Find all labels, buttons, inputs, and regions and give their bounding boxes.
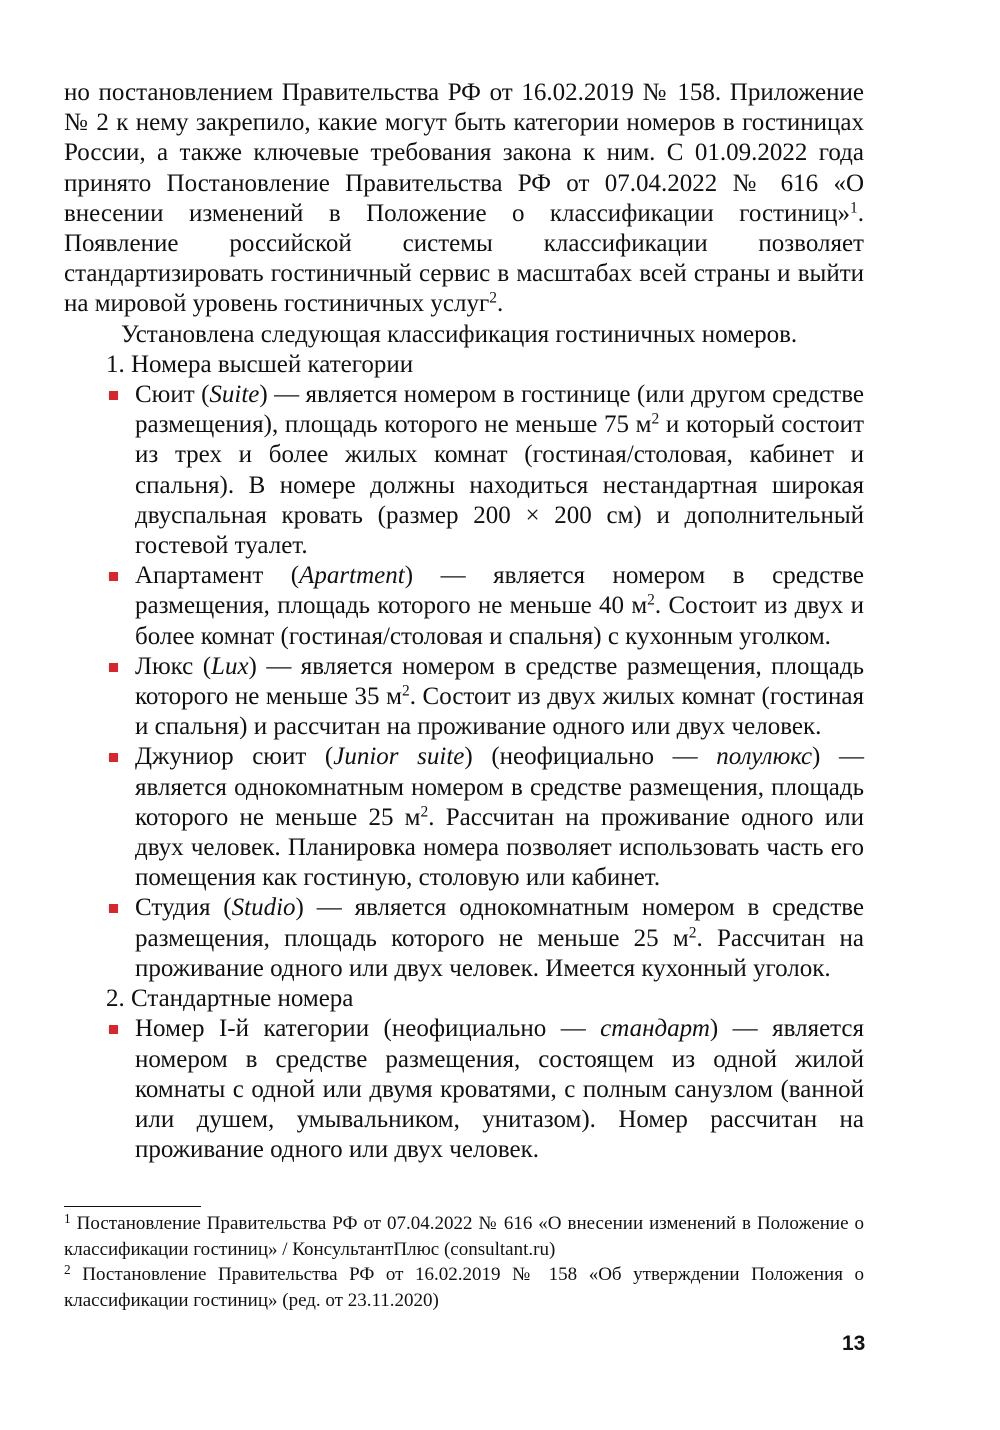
bullet-square-icon <box>109 753 118 762</box>
section-2-heading: 2. Стандартные номера <box>106 985 354 1013</box>
footnote-2 <box>64 1262 864 1313</box>
list-item-apartment <box>64 561 864 652</box>
section-1-heading: 1. Номера высшей категории <box>106 350 414 378</box>
item-sup: 2 <box>651 410 660 428</box>
item-term: Junior suite <box>333 743 465 771</box>
item-text-b: . Состоит из двух и более комнат (гостиная/столовая и спальня) с кухонным уголком. <box>135 592 864 650</box>
footnote-number: 2 <box>64 1262 71 1278</box>
footnote-number: 1 <box>64 1211 71 1227</box>
item-text-b: . Состоит из двух жилых комнат (гостиная и спальня) и рассчитан на проживание одного или двух человек. <box>135 683 864 741</box>
item-name: Номер I-й категории (неофициально — <box>135 1015 601 1043</box>
footnote-ref-1: 1 <box>850 199 858 217</box>
item-text-mid: ) (неофициально — <box>464 743 717 771</box>
bullet-square-icon <box>109 391 118 400</box>
item-term: Apartment <box>299 562 405 590</box>
item-text-a: ) — является однокомнатным номером в средстве размещения, площадь которого не меньше 25 м <box>135 894 864 952</box>
item-name: Джуниор сюит ( <box>135 743 334 771</box>
item-text-a: ) — является номером в гостинице (или другом средстве размещения), площадь которого не меньше 75 м <box>135 381 864 439</box>
classification-intro: Установлена следующая классификация гостиничных номеров. <box>121 320 798 348</box>
intro-text-c: . <box>496 290 504 318</box>
item-name: Студия ( <box>135 894 232 922</box>
footnote-text: Постановление Правительства РФ от 07.04.2022 № 616 «О внесении изменений в Положение о классификации гостиниц» / КонсультантПлюс (consultant.ru) <box>64 1213 864 1260</box>
item-term: стандарт <box>600 1015 710 1043</box>
item-term: Lux <box>211 652 249 680</box>
footnote-divider <box>64 1206 201 1207</box>
list-item-standard <box>64 1014 864 1165</box>
item-term: Suite <box>209 381 260 409</box>
item-text-a: ) — является номером в средстве размещения, площадь которого не меньше 40 м <box>135 562 864 620</box>
item-name: Апартамент ( <box>135 562 300 590</box>
footnotes <box>64 1211 864 1313</box>
list-item-suite <box>64 380 864 561</box>
footnote-text: Постановление Правительства РФ от 16.02.2019 № 158 «Об утверждении Положения о классификации гостиниц» (ред. от 23.11.2020) <box>64 1264 865 1311</box>
list-item-studio <box>64 893 864 984</box>
intro-text-b: . Появление российской системы классификации позволяет стандартизировать гостиничный сервис в масштабах всей страны и выйти на мировой уровень гостиничных услуг <box>64 199 864 318</box>
item-text-b: . Рассчитан на проживание одного или двух человек. Планировка номера позволяет использовать часть его помещения как гостиную, столовую или кабинет. <box>135 803 864 892</box>
item-sup: 2 <box>420 803 429 821</box>
main-text <box>64 78 864 1165</box>
page-number: 13 <box>842 1332 866 1355</box>
bullet-square-icon <box>109 904 118 913</box>
footnote-1 <box>64 1211 864 1262</box>
item-term: Studio <box>231 894 296 922</box>
item-text-a: ) — является номером в средстве размещения, площадь которого не меньше 35 м <box>135 652 865 711</box>
item-text-a: ) — является однокомнатным номером в средстве размещения, площадь которого не меньше 25 м <box>135 743 864 831</box>
item-text-a: ) — является номером в средстве размещения, состоящем из одной жилой комнаты с одной или двумя кроватями, с полным санузлом (ванной или душем, умывальником, унитазом). Номер рассчитан на проживание одного или двух человек. <box>135 1015 865 1164</box>
footnote-ref-2: 2 <box>489 289 497 307</box>
item-sup: 2 <box>688 924 697 942</box>
item-sup: 2 <box>647 591 655 609</box>
list-item-lux <box>64 652 864 743</box>
item-text-b: и который состоит из трех и более жилых комнат (гостиная/столовая, кабинет и спальня). В номере должны находиться нестандартная широкая двуспальная кровать (размер 200 × 200 см) и дополнительный гостевой туалет. <box>135 411 864 560</box>
list-item-junior-suite <box>64 742 864 893</box>
bullet-square-icon <box>109 1025 118 1034</box>
item-text-b: . Рассчитан на проживание одного или двух человек. Имеется кухонный уголок. <box>135 924 865 982</box>
item-term-2: полулюкс <box>716 743 813 771</box>
item-name: Люкс ( <box>135 652 212 680</box>
bullet-square-icon <box>109 663 118 672</box>
item-name: Сюит ( <box>135 381 210 409</box>
item-sup: 2 <box>401 682 410 700</box>
intro-paragraph <box>64 78 864 320</box>
intro-text-a: но постановлением Правительства РФ от 16.02.2019 № 158. Приложение № 2 к нему закрепило, какие могут быть категории номеров в гостиницах России, а также ключевые требования закона к ним. С 01.09.2022 года принято Постановление Правительства РФ от 07.04.2022 № 616 «О внесении изменений в Положение о классификации гостиниц» <box>64 79 864 227</box>
bullet-square-icon <box>109 572 118 581</box>
